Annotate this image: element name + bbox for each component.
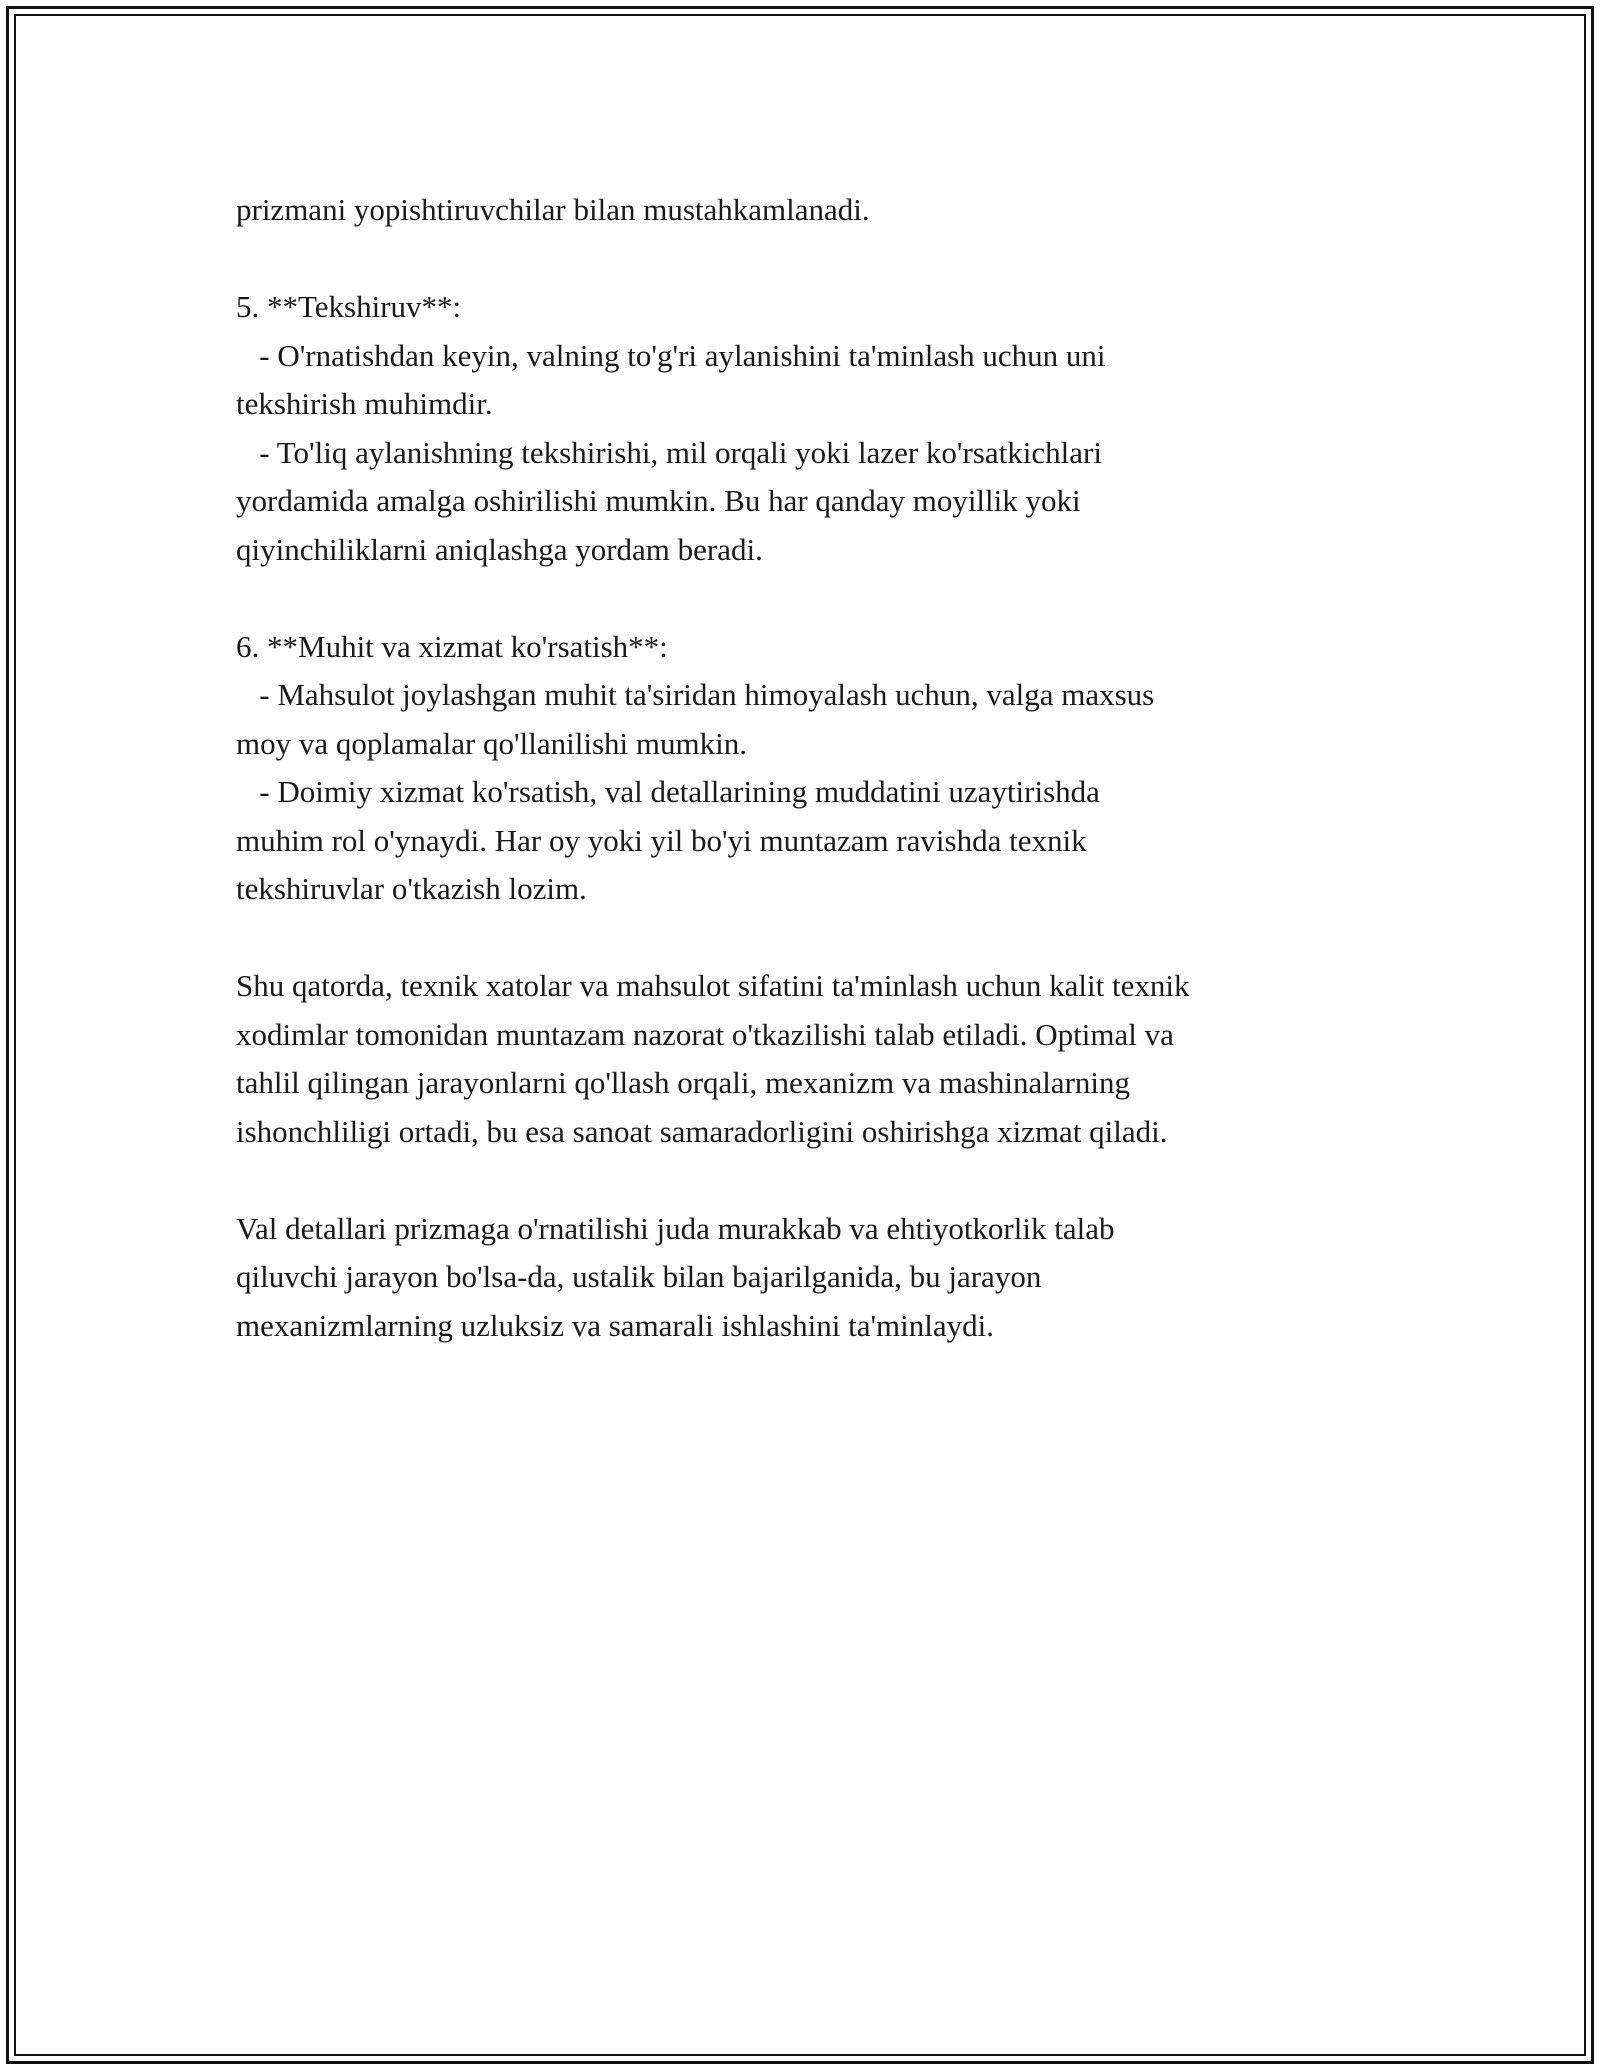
paragraph-gap [236,235,1396,284]
text-line: prizmani yopishtiruvchilar bilan mustahkamlanadi. [236,192,870,227]
text-line: moy va qoplamalar qo'llanilishi mumkin. [236,725,747,761]
paragraph-gap [236,914,1396,963]
paragraph-gap [236,574,1396,623]
section-heading: 6. **Muhit va xizmat ko'rsatish**: [236,628,668,664]
text-line: tekshiruvlar o'tkazish lozim. [236,871,587,906]
text-line: - O'rnatishdan keyin, valning to'g'ri aylanishini ta'minlash uchun uni [236,337,1106,373]
intro-fragment [236,186,1396,235]
text-line: yordamida amalga oshirilishi mumkin. Bu har qanday moyillik yoki [236,483,1081,518]
text-line: Val detallari prizmaga o'rnatilishi juda murakkab va ehtiyotkorlik talab [236,1210,1115,1246]
text-line: qiyinchiliklarni aniqlashga yordam beradi. [236,531,763,567]
text-line: qiluvchi jarayon bo'lsa-da, ustalik bilan bajarilganida, bu jarayon [236,1259,1042,1294]
text-line: mexanizmlarning uzluksiz va samarali ishlashini ta'minlaydi. [236,1307,995,1343]
text-line: tahlil qilingan jarayonlarni qo'llash orqali, mexanizm va mashinalarning [236,1065,1131,1100]
text-line: - To'liq aylanishning tekshirishi, mil orqali yoki lazer ko'rsatkichlari [236,434,1102,470]
paragraph-gap [236,1156,1396,1205]
section-heading: 5. **Tekshiruv**: [236,289,462,324]
section-5-tekshiruv [236,283,1396,574]
document-body [236,186,1396,1350]
text-line: tekshirish muhimdir. [236,386,493,421]
text-line: - Mahsulot joylashgan muhit ta'siridan himoyalash uchun, valga maxsus [236,677,1155,712]
paragraph-summary [236,962,1396,1156]
text-line: ishonchliligi ortadi, bu esa sanoat samaradorligini oshirishga xizmat qiladi. [236,1113,1168,1149]
section-6-muhit [236,623,1396,914]
paragraph-conclusion [236,1205,1396,1351]
text-line: - Doimiy xizmat ko'rsatish, val detallarining muddatini uzaytirishda [236,774,1100,809]
text-line: xodimlar tomonidan muntazam nazorat o'tkazilishi talab etiladi. Optimal va [236,1016,1174,1052]
text-line: Shu qatorda, texnik xatolar va mahsulot sifatini ta'minlash uchun kalit texnik [236,968,1190,1003]
text-line: muhim rol o'ynaydi. Har oy yoki yil bo'yi muntazam ravishda texnik [236,822,1087,858]
